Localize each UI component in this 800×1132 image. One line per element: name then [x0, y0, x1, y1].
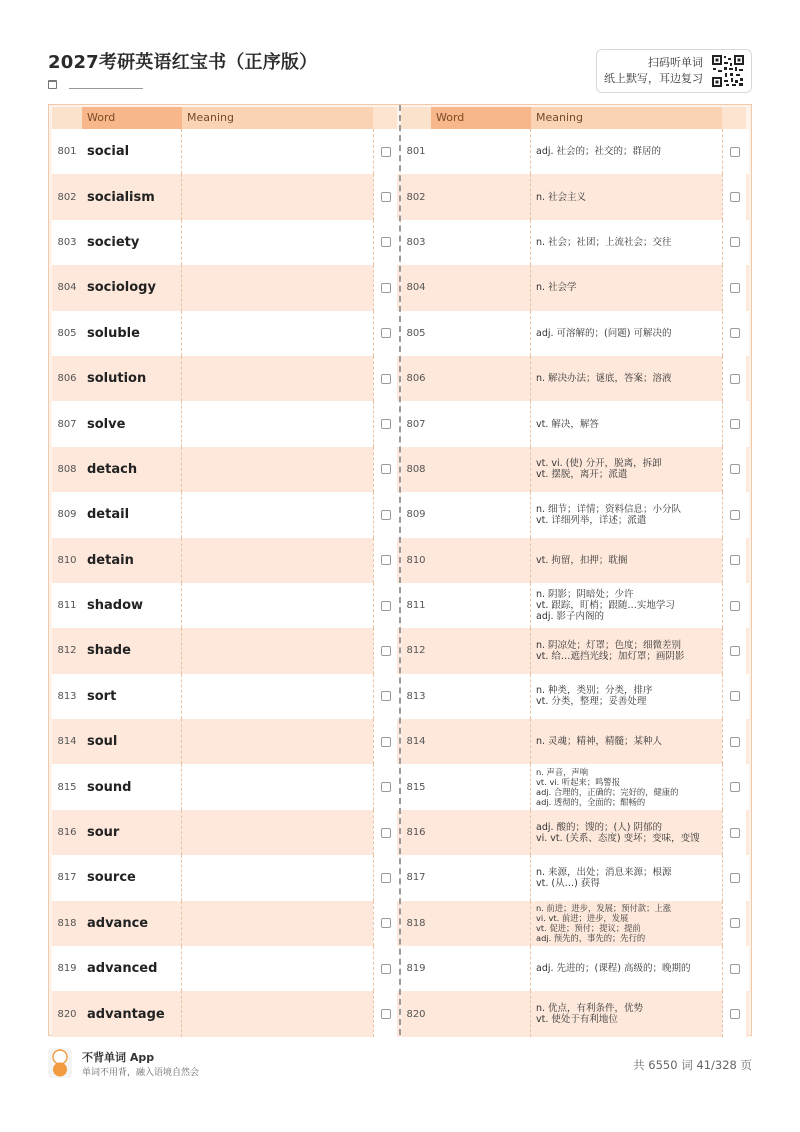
meaning-header: Meaning: [182, 107, 373, 129]
row-number: 802: [406, 191, 426, 203]
checkbox[interactable]: [381, 283, 391, 293]
table-row: [401, 220, 749, 265]
row-number: 816: [57, 827, 77, 839]
meaning-blank-cell[interactable]: [182, 129, 373, 174]
meaning-blank-cell[interactable]: [182, 265, 373, 310]
check-cell: [722, 447, 746, 492]
meaning-blank-cell[interactable]: [182, 855, 373, 900]
meaning-blank-cell[interactable]: [182, 447, 373, 492]
meaning-blank-cell[interactable]: [182, 674, 373, 719]
word-cell: sound: [82, 764, 182, 809]
table-row: [52, 220, 400, 265]
word-blank-cell[interactable]: [431, 628, 531, 673]
table-row: [401, 174, 749, 219]
word-blank-cell[interactable]: [431, 174, 531, 219]
row-number: 803: [406, 236, 426, 248]
checkbox[interactable]: [730, 510, 740, 520]
checkbox[interactable]: [730, 691, 740, 701]
qr-code-icon[interactable]: [711, 54, 745, 88]
check-cell: [373, 265, 397, 310]
row-number: 813: [57, 690, 77, 702]
meaning-cell: n. 声音，声响 vt. vi. 听起来；鸣警报 adj. 合理的，正确的；完好的，健康的 adj. 透彻的，全面的；酣畅的: [536, 767, 679, 808]
table-row: [52, 174, 400, 219]
table-row: [52, 311, 400, 356]
word-cell: advance: [82, 901, 182, 946]
word-blank-cell[interactable]: [431, 946, 531, 991]
check-cell: [373, 991, 397, 1036]
word-header: Word: [82, 107, 182, 129]
meaning-blank-cell[interactable]: [182, 356, 373, 401]
row-number: 809: [406, 509, 426, 521]
check-cell: [722, 583, 746, 628]
page-title: 2027考研英语红宝书（正序版）: [48, 52, 318, 73]
word-cell: shadow: [82, 583, 182, 628]
word-cell: socialism: [82, 174, 182, 219]
vocabulary-table: [48, 104, 752, 1036]
row-number: 802: [57, 191, 77, 203]
row-number: 818: [57, 917, 77, 929]
meaning-cell: vt. 解决，解答: [536, 418, 599, 430]
qr-caption-line2: 纸上默写，耳边复习: [604, 72, 703, 85]
check-cell: [373, 719, 397, 764]
checkbox[interactable]: [730, 737, 740, 747]
check-cell: [722, 946, 746, 991]
word-blank-cell[interactable]: [431, 220, 531, 265]
table-row: [52, 901, 400, 946]
word-blank-cell[interactable]: [431, 538, 531, 583]
checkbox[interactable]: [730, 646, 740, 656]
word-blank-cell[interactable]: [431, 764, 531, 809]
meaning-cell: n. 种类，类别；分类，排序 vt. 分类，整理；妥善处理: [536, 685, 653, 708]
check-cell: [373, 311, 397, 356]
table-row: [401, 628, 749, 673]
word-blank-cell[interactable]: [431, 674, 531, 719]
row-number: 817: [406, 872, 426, 884]
checkbox[interactable]: [381, 192, 391, 202]
check-cell: [722, 401, 746, 446]
checkbox[interactable]: [730, 964, 740, 974]
row-number: 801: [406, 146, 426, 158]
date-field: [48, 80, 143, 89]
checkbox[interactable]: [730, 555, 740, 565]
checkbox[interactable]: [381, 328, 391, 338]
row-number: 819: [57, 963, 77, 975]
row-number: 801: [57, 146, 77, 158]
table-row: [52, 583, 400, 628]
meaning-blank-cell[interactable]: [182, 492, 373, 537]
row-number: 815: [406, 781, 426, 793]
meaning-cell: n. 社会主义: [536, 191, 587, 203]
check-cell: [373, 447, 397, 492]
table-row: [401, 311, 749, 356]
check-cell: [722, 265, 746, 310]
table-row: [52, 628, 400, 673]
word-blank-cell[interactable]: [431, 719, 531, 764]
word-blank-cell[interactable]: [431, 356, 531, 401]
meaning-cell: n. 社会学: [536, 282, 577, 294]
row-number: 818: [406, 917, 426, 929]
table-row: [401, 810, 749, 855]
table-row: [401, 764, 749, 809]
checkbox[interactable]: [730, 419, 740, 429]
check-cell: [722, 764, 746, 809]
table-row: [401, 583, 749, 628]
meaning-blank-cell[interactable]: [182, 538, 373, 583]
date-blank-line[interactable]: [69, 81, 143, 89]
check-cell: [373, 901, 397, 946]
table-row: [52, 538, 400, 583]
word-blank-cell[interactable]: [431, 855, 531, 900]
right-header-row: [401, 107, 749, 129]
checkbox[interactable]: [730, 374, 740, 384]
word-cell: social: [82, 129, 182, 174]
row-number: 805: [406, 327, 426, 339]
table-row: [401, 265, 749, 310]
word-blank-cell[interactable]: [431, 265, 531, 310]
check-cell: [722, 492, 746, 537]
meaning-cell: vt. 拘留，扣押；耽搁: [536, 554, 628, 566]
row-number: 809: [57, 509, 77, 521]
meaning-cell: n. 社会；社团；上流社会；交往: [536, 236, 672, 248]
checkbox[interactable]: [730, 237, 740, 247]
check-cell: [722, 991, 746, 1036]
row-number: 819: [406, 963, 426, 975]
table-row: [401, 946, 749, 991]
meaning-blank-cell[interactable]: [182, 628, 373, 673]
checkbox[interactable]: [381, 237, 391, 247]
page-footer: [48, 1046, 752, 1082]
checkbox[interactable]: [730, 601, 740, 611]
meaning-blank-cell[interactable]: [182, 901, 373, 946]
table-row: [52, 447, 400, 492]
meaning-cell: adj. 先进的；(课程) 高级的；晚期的: [536, 963, 691, 975]
word-cell: sociology: [82, 265, 182, 310]
check-cell: [373, 220, 397, 265]
checkbox[interactable]: [381, 601, 391, 611]
check-header: [722, 107, 746, 129]
checkbox[interactable]: [381, 964, 391, 974]
row-number: 812: [57, 645, 77, 657]
number-header: [52, 107, 82, 129]
check-cell: [722, 311, 746, 356]
row-number: 811: [406, 600, 426, 612]
check-cell: [373, 538, 397, 583]
check-cell: [722, 719, 746, 764]
word-cell: soul: [82, 719, 182, 764]
check-cell: [722, 855, 746, 900]
table-row: [52, 946, 400, 991]
meaning-header: Meaning: [531, 107, 722, 129]
check-cell: [373, 855, 397, 900]
check-cell: [722, 220, 746, 265]
checkbox[interactable]: [381, 873, 391, 883]
qr-panel: [596, 49, 752, 93]
word-cell: detail: [82, 492, 182, 537]
row-number: 808: [57, 463, 77, 475]
word-cell: shade: [82, 628, 182, 673]
meaning-cell: n. 阴影；阴暗处；少许 vt. 跟踪，盯梢；跟随…实地学习 adj. 影子内阁的: [536, 589, 675, 623]
word-cell: solution: [82, 356, 182, 401]
row-number: 803: [57, 236, 77, 248]
meaning-blank-cell[interactable]: [182, 583, 373, 628]
table-row: [401, 719, 749, 764]
row-number: 810: [406, 554, 426, 566]
table-row: [52, 855, 400, 900]
meaning-blank-cell[interactable]: [182, 401, 373, 446]
checkbox[interactable]: [730, 464, 740, 474]
meaning-cell: n. 细节；详情；资料信息；小分队 vt. 详细列举，详述；派遣: [536, 503, 682, 526]
check-cell: [373, 946, 397, 991]
word-cell: sour: [82, 810, 182, 855]
table-row: [52, 356, 400, 401]
row-number: 806: [57, 373, 77, 385]
check-cell: [373, 674, 397, 719]
checkbox[interactable]: [381, 147, 391, 157]
row-number: 805: [57, 327, 77, 339]
check-cell: [722, 538, 746, 583]
table-row: [52, 674, 400, 719]
check-cell: [373, 401, 397, 446]
checkbox[interactable]: [381, 646, 391, 656]
meaning-blank-cell[interactable]: [182, 764, 373, 809]
table-row: [52, 265, 400, 310]
app-name: 不背单词 App: [82, 1051, 155, 1064]
meaning-blank-cell[interactable]: [182, 991, 373, 1036]
word-cell: source: [82, 855, 182, 900]
checkbox[interactable]: [730, 283, 740, 293]
check-cell: [722, 628, 746, 673]
word-blank-cell[interactable]: [431, 492, 531, 537]
meaning-cell: n. 前进；进步，发展；预付款；上涨 vi. vt. 前进；进步，发展 vt. 促进；预付；提议；提前 adj. 预先的，事先的；先行的: [536, 903, 671, 944]
meaning-blank-cell[interactable]: [182, 311, 373, 356]
checkbox[interactable]: [381, 782, 391, 792]
checkbox[interactable]: [730, 1009, 740, 1019]
checkbox[interactable]: [381, 737, 391, 747]
table-row: [52, 492, 400, 537]
word-header: Word: [431, 107, 531, 129]
checkbox[interactable]: [381, 510, 391, 520]
left-header-row: [52, 107, 400, 129]
table-row: [52, 764, 400, 809]
word-cell: detach: [82, 447, 182, 492]
meaning-cell: adj. 社会的；社交的；群居的: [536, 146, 662, 158]
meaning-blank-cell[interactable]: [182, 174, 373, 219]
row-number: 814: [57, 736, 77, 748]
check-cell: [373, 628, 397, 673]
table-row: [401, 901, 749, 946]
check-cell: [373, 356, 397, 401]
check-cell: [373, 174, 397, 219]
meaning-cell: n. 来源，出处；消息来源；根源 vt. (从…) 获得: [536, 866, 672, 889]
checkbox[interactable]: [381, 419, 391, 429]
table-row: [401, 538, 749, 583]
check-cell: [373, 129, 397, 174]
row-number: 806: [406, 373, 426, 385]
word-blank-cell[interactable]: [431, 583, 531, 628]
check-cell: [373, 583, 397, 628]
check-cell: [722, 129, 746, 174]
word-blank-cell[interactable]: [431, 311, 531, 356]
meaning-cell: adj. 可溶解的；(问题) 可解决的: [536, 327, 672, 339]
checkbox[interactable]: [730, 147, 740, 157]
word-blank-cell[interactable]: [431, 901, 531, 946]
checkbox[interactable]: [381, 555, 391, 565]
page-info: 共 6550 词 41/328 页: [633, 1058, 752, 1072]
table-row: [401, 492, 749, 537]
row-number: 820: [406, 1008, 426, 1020]
meaning-blank-cell[interactable]: [182, 946, 373, 991]
check-cell: [722, 901, 746, 946]
row-number: 813: [406, 690, 426, 702]
table-row: [401, 129, 749, 174]
qr-caption-line1: 扫码听单词: [648, 56, 703, 69]
row-number: 807: [57, 418, 77, 430]
checkbox[interactable]: [381, 828, 391, 838]
checkbox[interactable]: [381, 918, 391, 928]
row-number: 814: [406, 736, 426, 748]
table-row: [401, 401, 749, 446]
row-number: 810: [57, 554, 77, 566]
table-row: [401, 991, 749, 1036]
meaning-cell: n. 阴凉处；灯罩；色度；细微差别 vt. 给…遮挡光线；加灯罩；画阴影: [536, 639, 685, 662]
checkbox[interactable]: [730, 873, 740, 883]
word-blank-cell[interactable]: [431, 810, 531, 855]
word-cell: advantage: [82, 991, 182, 1036]
number-header: [401, 107, 431, 129]
word-blank-cell[interactable]: [431, 401, 531, 446]
checkbox[interactable]: [730, 782, 740, 792]
row-number: 808: [406, 463, 426, 475]
word-cell: advanced: [82, 946, 182, 991]
row-number: 820: [57, 1008, 77, 1020]
word-cell: soluble: [82, 311, 182, 356]
check-cell: [373, 492, 397, 537]
word-cell: detain: [82, 538, 182, 583]
meaning-blank-cell[interactable]: [182, 220, 373, 265]
meaning-blank-cell[interactable]: [182, 810, 373, 855]
row-number: 817: [57, 872, 77, 884]
check-cell: [722, 174, 746, 219]
row-number: 812: [406, 645, 426, 657]
checkbox[interactable]: [381, 374, 391, 384]
table-row: [401, 674, 749, 719]
app-logo-icon[interactable]: [48, 1048, 72, 1078]
checkbox[interactable]: [730, 328, 740, 338]
check-cell: [722, 674, 746, 719]
row-number: 804: [406, 282, 426, 294]
table-row: [401, 356, 749, 401]
meaning-blank-cell[interactable]: [182, 719, 373, 764]
table-row: [52, 991, 400, 1036]
checkbox[interactable]: [730, 192, 740, 202]
checkbox[interactable]: [730, 828, 740, 838]
row-number: 815: [57, 781, 77, 793]
table-row: [401, 855, 749, 900]
meaning-column-half: [401, 107, 749, 1037]
meaning-cell: adj. 酸的；馊的；(人) 阴郁的 vi. vt. (关系、态度) 变坏；变味，变馊: [536, 821, 700, 844]
table-row: [52, 719, 400, 764]
word-cell: solve: [82, 401, 182, 446]
word-cell: society: [82, 220, 182, 265]
checkbox[interactable]: [381, 1009, 391, 1019]
qr-caption: [604, 55, 703, 87]
word-blank-cell[interactable]: [431, 991, 531, 1036]
table-row: [52, 129, 400, 174]
check-cell: [722, 356, 746, 401]
word-column-half: [52, 107, 400, 1037]
table-row: [52, 401, 400, 446]
checkbox[interactable]: [381, 691, 391, 701]
checkbox[interactable]: [381, 464, 391, 474]
word-cell: sort: [82, 674, 182, 719]
meaning-cell: n. 解决办法；谜底，答案；溶液: [536, 373, 672, 385]
word-blank-cell[interactable]: [431, 129, 531, 174]
table-row: [401, 447, 749, 492]
meaning-cell: n. 优点，有利条件，优势 vt. 使处于有利地位: [536, 1003, 644, 1026]
page-header: [48, 48, 752, 98]
calendar-icon: [48, 80, 57, 89]
word-blank-cell[interactable]: [431, 447, 531, 492]
checkbox[interactable]: [730, 918, 740, 928]
table-row: [52, 810, 400, 855]
row-number: 804: [57, 282, 77, 294]
row-number: 807: [406, 418, 426, 430]
row-number: 816: [406, 827, 426, 839]
check-cell: [373, 764, 397, 809]
check-header: [373, 107, 397, 129]
check-cell: [373, 810, 397, 855]
check-cell: [722, 810, 746, 855]
meaning-cell: n. 灵魂；精神，精髓；某种人: [536, 736, 663, 748]
meaning-cell: vt. vi. (使) 分开，脱离，拆卸 vt. 摆脱，离开；派遣: [536, 458, 662, 481]
app-slogan: 单词不用背，融入语境自然会: [82, 1068, 200, 1078]
row-number: 811: [57, 600, 77, 612]
